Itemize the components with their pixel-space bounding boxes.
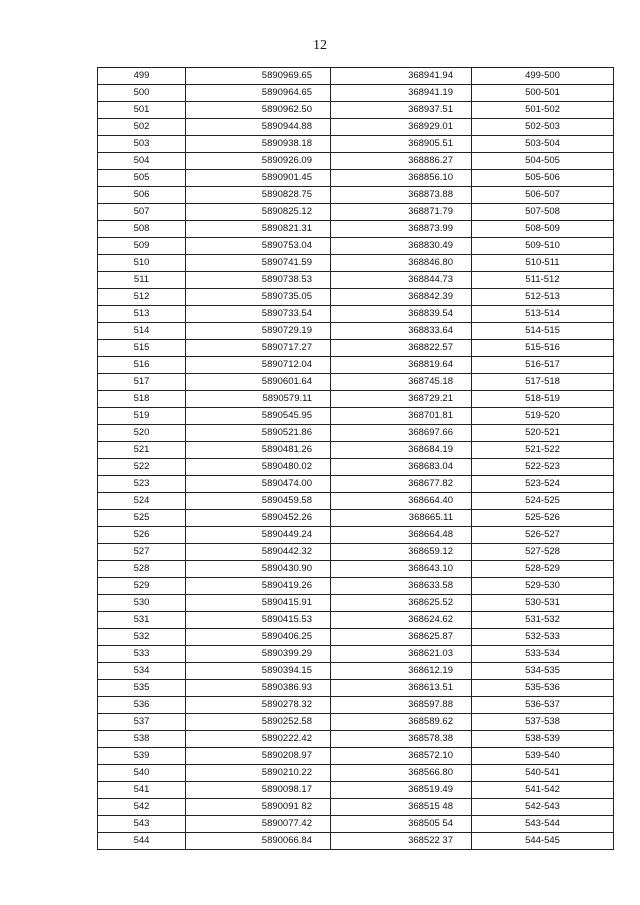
table-row: [98, 221, 614, 238]
point-number-cell: 540: [98, 765, 186, 782]
x-coordinate-cell: 5890969.65: [186, 68, 331, 85]
segment-cell: 519-520: [472, 408, 614, 425]
segment-cell: 502-503: [472, 119, 614, 136]
point-number-cell: 502: [98, 119, 186, 136]
x-coordinate-cell: 5890926.09: [186, 153, 331, 170]
table-row: [98, 136, 614, 153]
point-number-cell: 527: [98, 544, 186, 561]
point-number-cell: 514: [98, 323, 186, 340]
table-row: [98, 816, 614, 833]
segment-cell: 526-527: [472, 527, 614, 544]
coordinates-table-body: [98, 68, 614, 850]
point-number-cell: 510: [98, 255, 186, 272]
x-coordinate-cell: 5890712.04: [186, 357, 331, 374]
segment-cell: 531-532: [472, 612, 614, 629]
y-coordinate-cell: 368612.19: [331, 663, 472, 680]
table-row: [98, 442, 614, 459]
table-row: [98, 425, 614, 442]
point-number-cell: 517: [98, 374, 186, 391]
segment-cell: 525-526: [472, 510, 614, 527]
x-coordinate-cell: 5890735.05: [186, 289, 331, 306]
x-coordinate-cell: 5890821.31: [186, 221, 331, 238]
point-number-cell: 518: [98, 391, 186, 408]
point-number-cell: 513: [98, 306, 186, 323]
x-coordinate-cell: 5890252.58: [186, 714, 331, 731]
y-coordinate-cell: 368833.64: [331, 323, 472, 340]
point-number-cell: 530: [98, 595, 186, 612]
y-coordinate-cell: 368625.52: [331, 595, 472, 612]
table-row: [98, 833, 614, 850]
segment-cell: 514-515: [472, 323, 614, 340]
x-coordinate-cell: 5890452.26: [186, 510, 331, 527]
segment-cell: 516-517: [472, 357, 614, 374]
x-coordinate-cell: 5890601.64: [186, 374, 331, 391]
point-number-cell: 511: [98, 272, 186, 289]
y-coordinate-cell: 368625.87: [331, 629, 472, 646]
y-coordinate-cell: 368664.40: [331, 493, 472, 510]
y-coordinate-cell: 368846.80: [331, 255, 472, 272]
segment-cell: 534-535: [472, 663, 614, 680]
table-row: [98, 663, 614, 680]
x-coordinate-cell: 5890521.86: [186, 425, 331, 442]
y-coordinate-cell: 368844.73: [331, 272, 472, 289]
x-coordinate-cell: 5890545.95: [186, 408, 331, 425]
segment-cell: 540-541: [472, 765, 614, 782]
segment-cell: 521-522: [472, 442, 614, 459]
segment-cell: 523-524: [472, 476, 614, 493]
x-coordinate-cell: 5890738.53: [186, 272, 331, 289]
table-row: [98, 204, 614, 221]
y-coordinate-cell: 368664.48: [331, 527, 472, 544]
segment-cell: 530-531: [472, 595, 614, 612]
x-coordinate-cell: 5890415.53: [186, 612, 331, 629]
y-coordinate-cell: 368633.58: [331, 578, 472, 595]
x-coordinate-cell: 5890741.59: [186, 255, 331, 272]
point-number-cell: 519: [98, 408, 186, 425]
x-coordinate-cell: 5890077.42: [186, 816, 331, 833]
point-number-cell: 534: [98, 663, 186, 680]
x-coordinate-cell: 5890753.04: [186, 238, 331, 255]
y-coordinate-cell: 368624.62: [331, 612, 472, 629]
page-number: 12: [313, 38, 327, 53]
x-coordinate-cell: 5890210.22: [186, 765, 331, 782]
table-row: [98, 340, 614, 357]
point-number-cell: 529: [98, 578, 186, 595]
table-row: [98, 697, 614, 714]
point-number-cell: 542: [98, 799, 186, 816]
table-row: [98, 561, 614, 578]
table-row: [98, 527, 614, 544]
segment-cell: 544-545: [472, 833, 614, 850]
table-row: [98, 714, 614, 731]
y-coordinate-cell: 368522 37: [331, 833, 472, 850]
table-row: [98, 272, 614, 289]
x-coordinate-cell: 5890964.65: [186, 85, 331, 102]
point-number-cell: 515: [98, 340, 186, 357]
y-coordinate-cell: 368886.27: [331, 153, 472, 170]
point-number-cell: 532: [98, 629, 186, 646]
point-number-cell: 544: [98, 833, 186, 850]
segment-cell: 507-508: [472, 204, 614, 221]
segment-cell: 537-538: [472, 714, 614, 731]
point-number-cell: 508: [98, 221, 186, 238]
point-number-cell: 536: [98, 697, 186, 714]
table-row: [98, 408, 614, 425]
table-row: [98, 646, 614, 663]
segment-cell: 522-523: [472, 459, 614, 476]
coordinates-table: [97, 67, 614, 850]
table-row: [98, 255, 614, 272]
point-number-cell: 524: [98, 493, 186, 510]
segment-cell: 527-528: [472, 544, 614, 561]
point-number-cell: 521: [98, 442, 186, 459]
y-coordinate-cell: 368822.57: [331, 340, 472, 357]
segment-cell: 535-536: [472, 680, 614, 697]
table-row: [98, 510, 614, 527]
point-number-cell: 507: [98, 204, 186, 221]
y-coordinate-cell: 368873.88: [331, 187, 472, 204]
table-row: [98, 544, 614, 561]
segment-cell: 508-509: [472, 221, 614, 238]
y-coordinate-cell: 368566.80: [331, 765, 472, 782]
table-row: [98, 289, 614, 306]
point-number-cell: 533: [98, 646, 186, 663]
segment-cell: 503-504: [472, 136, 614, 153]
segment-cell: 501-502: [472, 102, 614, 119]
y-coordinate-cell: 368856.10: [331, 170, 472, 187]
segment-cell: 536-537: [472, 697, 614, 714]
segment-cell: 543-544: [472, 816, 614, 833]
x-coordinate-cell: 5890415.91: [186, 595, 331, 612]
segment-cell: 515-516: [472, 340, 614, 357]
x-coordinate-cell: 5890406.25: [186, 629, 331, 646]
y-coordinate-cell: 368621.03: [331, 646, 472, 663]
point-number-cell: 520: [98, 425, 186, 442]
y-coordinate-cell: 368572.10: [331, 748, 472, 765]
segment-cell: 518-519: [472, 391, 614, 408]
y-coordinate-cell: 368643.10: [331, 561, 472, 578]
table-row: [98, 68, 614, 85]
y-coordinate-cell: 368683.04: [331, 459, 472, 476]
point-number-cell: 503: [98, 136, 186, 153]
table-row: [98, 187, 614, 204]
y-coordinate-cell: 368839.54: [331, 306, 472, 323]
segment-cell: 517-518: [472, 374, 614, 391]
x-coordinate-cell: 5890825.12: [186, 204, 331, 221]
segment-cell: 529-530: [472, 578, 614, 595]
x-coordinate-cell: 5890278.32: [186, 697, 331, 714]
point-number-cell: 526: [98, 527, 186, 544]
x-coordinate-cell: 5890442.32: [186, 544, 331, 561]
segment-cell: 532-533: [472, 629, 614, 646]
x-coordinate-cell: 5890944.88: [186, 119, 331, 136]
segment-cell: 512-513: [472, 289, 614, 306]
point-number-cell: 522: [98, 459, 186, 476]
table-row: [98, 153, 614, 170]
y-coordinate-cell: 368665.11: [331, 510, 472, 527]
segment-cell: 524-525: [472, 493, 614, 510]
table-row: [98, 85, 614, 102]
segment-cell: 509-510: [472, 238, 614, 255]
x-coordinate-cell: 5890717.27: [186, 340, 331, 357]
point-number-cell: 531: [98, 612, 186, 629]
point-number-cell: 506: [98, 187, 186, 204]
point-number-cell: 541: [98, 782, 186, 799]
table-row: [98, 629, 614, 646]
point-number-cell: 523: [98, 476, 186, 493]
point-number-cell: 504: [98, 153, 186, 170]
table-row: [98, 680, 614, 697]
table-row: [98, 595, 614, 612]
y-coordinate-cell: 368677.82: [331, 476, 472, 493]
table-row: [98, 374, 614, 391]
segment-cell: 511-512: [472, 272, 614, 289]
segment-cell: 541-542: [472, 782, 614, 799]
y-coordinate-cell: 368515 48: [331, 799, 472, 816]
x-coordinate-cell: 5890579.11: [186, 391, 331, 408]
y-coordinate-cell: 368929.01: [331, 119, 472, 136]
y-coordinate-cell: 368684.19: [331, 442, 472, 459]
table-row: [98, 323, 614, 340]
x-coordinate-cell: 5890394.15: [186, 663, 331, 680]
x-coordinate-cell: 5890430.90: [186, 561, 331, 578]
table-row: [98, 799, 614, 816]
point-number-cell: 501: [98, 102, 186, 119]
segment-cell: 542-543: [472, 799, 614, 816]
x-coordinate-cell: 5890901.45: [186, 170, 331, 187]
x-coordinate-cell: 5890419.26: [186, 578, 331, 595]
x-coordinate-cell: 5890481.26: [186, 442, 331, 459]
y-coordinate-cell: 368873.99: [331, 221, 472, 238]
table-row: [98, 102, 614, 119]
x-coordinate-cell: 5890222.42: [186, 731, 331, 748]
segment-cell: 505-506: [472, 170, 614, 187]
segment-cell: 506-507: [472, 187, 614, 204]
segment-cell: 499-500: [472, 68, 614, 85]
y-coordinate-cell: 368697.66: [331, 425, 472, 442]
x-coordinate-cell: 5890066.84: [186, 833, 331, 850]
segment-cell: 513-514: [472, 306, 614, 323]
segment-cell: 500-501: [472, 85, 614, 102]
y-coordinate-cell: 368659.12: [331, 544, 472, 561]
segment-cell: 510-511: [472, 255, 614, 272]
table-row: [98, 119, 614, 136]
point-number-cell: 509: [98, 238, 186, 255]
x-coordinate-cell: 5890208.97: [186, 748, 331, 765]
y-coordinate-cell: 368505 54: [331, 816, 472, 833]
table-row: [98, 306, 614, 323]
x-coordinate-cell: 5890459.58: [186, 493, 331, 510]
y-coordinate-cell: 368937.51: [331, 102, 472, 119]
x-coordinate-cell: 5890828.75: [186, 187, 331, 204]
x-coordinate-cell: 5890480.02: [186, 459, 331, 476]
y-coordinate-cell: 368729.21: [331, 391, 472, 408]
x-coordinate-cell: 5890474.00: [186, 476, 331, 493]
y-coordinate-cell: 368597.88: [331, 697, 472, 714]
point-number-cell: 505: [98, 170, 186, 187]
x-coordinate-cell: 5890098.17: [186, 782, 331, 799]
segment-cell: 538-539: [472, 731, 614, 748]
table-row: [98, 782, 614, 799]
table-row: [98, 459, 614, 476]
x-coordinate-cell: 5890449.24: [186, 527, 331, 544]
x-coordinate-cell: 5890962.50: [186, 102, 331, 119]
y-coordinate-cell: 368701.81: [331, 408, 472, 425]
y-coordinate-cell: 368613.51: [331, 680, 472, 697]
y-coordinate-cell: 368905.51: [331, 136, 472, 153]
y-coordinate-cell: 368819.64: [331, 357, 472, 374]
point-number-cell: 539: [98, 748, 186, 765]
x-coordinate-cell: 5890386.93: [186, 680, 331, 697]
point-number-cell: 512: [98, 289, 186, 306]
y-coordinate-cell: 368578.38: [331, 731, 472, 748]
x-coordinate-cell: 5890938.18: [186, 136, 331, 153]
point-number-cell: 525: [98, 510, 186, 527]
x-coordinate-cell: 5890733.54: [186, 306, 331, 323]
y-coordinate-cell: 368830.49: [331, 238, 472, 255]
table-row: [98, 357, 614, 374]
table-row: [98, 731, 614, 748]
y-coordinate-cell: 368871.79: [331, 204, 472, 221]
table-row: [98, 765, 614, 782]
segment-cell: 533-534: [472, 646, 614, 663]
table-row: [98, 238, 614, 255]
table-row: [98, 476, 614, 493]
segment-cell: 504-505: [472, 153, 614, 170]
table-row: [98, 612, 614, 629]
point-number-cell: 535: [98, 680, 186, 697]
point-number-cell: 537: [98, 714, 186, 731]
table-row: [98, 493, 614, 510]
y-coordinate-cell: 368589.62: [331, 714, 472, 731]
point-number-cell: 538: [98, 731, 186, 748]
segment-cell: 539-540: [472, 748, 614, 765]
point-number-cell: 543: [98, 816, 186, 833]
segment-cell: 528-529: [472, 561, 614, 578]
segment-cell: 520-521: [472, 425, 614, 442]
table-row: [98, 170, 614, 187]
x-coordinate-cell: 5890729.19: [186, 323, 331, 340]
point-number-cell: 500: [98, 85, 186, 102]
point-number-cell: 499: [98, 68, 186, 85]
point-number-cell: 516: [98, 357, 186, 374]
y-coordinate-cell: 368842.39: [331, 289, 472, 306]
y-coordinate-cell: 368941.94: [331, 68, 472, 85]
y-coordinate-cell: 368745.18: [331, 374, 472, 391]
x-coordinate-cell: 5890399.29: [186, 646, 331, 663]
table-row: [98, 748, 614, 765]
point-number-cell: 528: [98, 561, 186, 578]
table-row: [98, 391, 614, 408]
table-row: [98, 578, 614, 595]
x-coordinate-cell: 5890091 82: [186, 799, 331, 816]
y-coordinate-cell: 368941.19: [331, 85, 472, 102]
y-coordinate-cell: 368519.49: [331, 782, 472, 799]
